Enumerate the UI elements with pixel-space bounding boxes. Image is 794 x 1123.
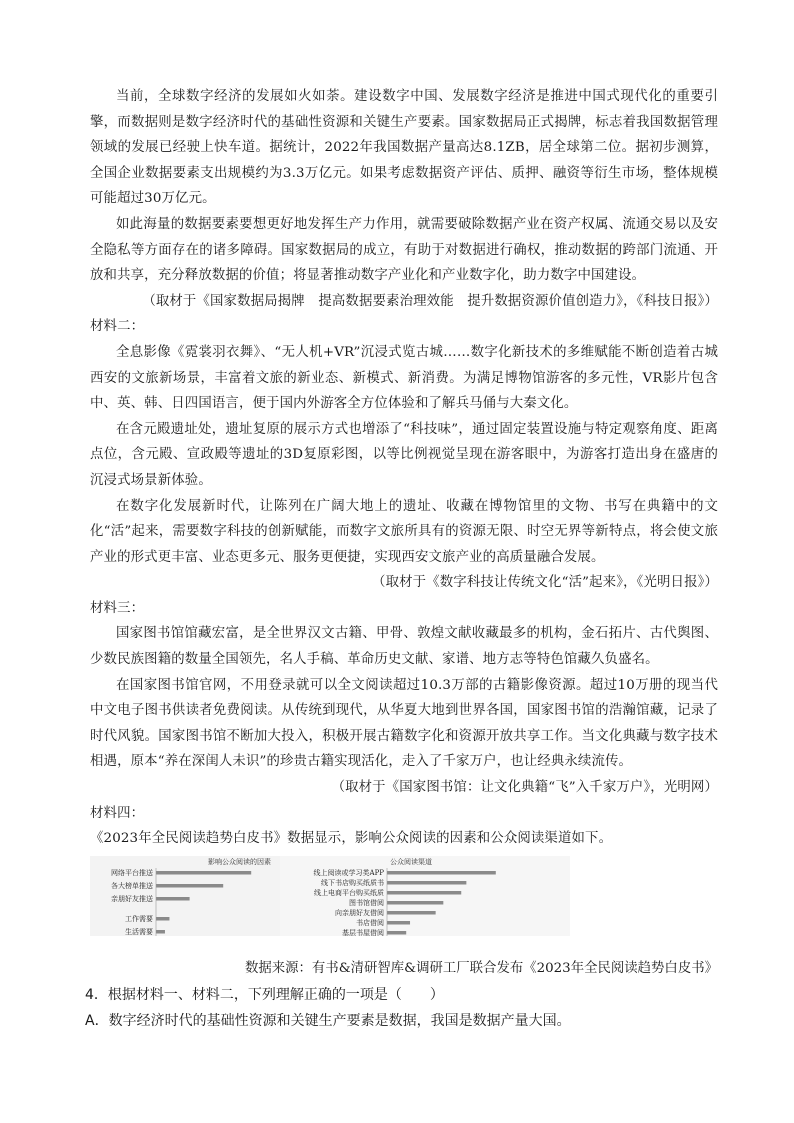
- material2-paragraph-2: 在含元殿遗址处，遗址复原的展示方式也增添了“科技味”，通过固定装置设施与特定观察角度、距离点位，含元殿、宣政殿等遗址的3D复原彩图，以等比例视觉呈现在游客眼中，为游客打造出身在盛唐的沉浸式场景新体验。: [90, 421, 718, 488]
- chart2-category-label: 线上电商平台购买纸质: [314, 888, 384, 897]
- chart1-category-label: 各大榜单推送: [111, 881, 153, 890]
- material4-intro: 《2023年全民阅读趋势白皮书》数据显示，影响公众阅读的因素和公众阅读渠道如下。: [90, 831, 613, 847]
- chart1-category-label: 工作需要: [125, 914, 153, 923]
- chart2-bar: [387, 901, 443, 905]
- material3-label: 材料三：: [90, 600, 145, 616]
- chart1-title: 影响公众阅读的因素: [208, 857, 271, 866]
- chart1-category-label: 生活需要: [125, 927, 153, 936]
- question-4-option-a: A．数字经济时代的基础性资源和关键生产要素是数据，我国是数据产量大国。: [85, 1012, 571, 1029]
- chart2-bar: [387, 871, 496, 875]
- question-4-stem: 4．根据材料一、材料二，下列理解正确的一项是（ ）: [85, 986, 444, 1003]
- chart1-bar: [156, 897, 190, 901]
- material3-source: （取材于《国家图书馆：让文化典籍“飞”入千家万户》，光明网）: [331, 780, 718, 796]
- material2-label: 材料二：: [90, 319, 145, 335]
- reading-survey-figure: [90, 856, 570, 956]
- material1-paragraph-2: 如此海量的数据要素要想更好地发挥生产力作用，就需要破除数据产业在资产权属、流通交易以及安全隐私等方面存在的诸多障碍。国家数据局的成立，有助于对数据进行确权，推动数据的跨部门流通、开放和共享，充分释放数据的价值；将显著推动数字产业化和产业数字化，助力数字中国建设。: [90, 216, 718, 284]
- chart1-bar: [156, 884, 223, 888]
- material2-source: （取材于《数字科技让传统文化“活”起来》，《光明日报》）: [372, 575, 718, 591]
- material2-paragraph-1: 全息影像《霓裳羽衣舞》、“无人机+VR”沉浸式览古城……数字化新技术的多维赋能不断创造着古城西安的文旅新场景，丰富着文旅的新业态、新模式、新消费。为满足博物馆游客的多元性，VR影片包含中、英、韩、日四国语言，便于国内外游客全方位体验和了解兵马俑与大秦文化。: [90, 344, 718, 412]
- chart1-bar: [156, 930, 165, 934]
- chart1-category-label: 亲朋好友推送: [111, 894, 153, 903]
- material3-paragraph-2: 在国家图书馆官网，不用登录就可以全文阅读超过10.3万部的古籍影像资源。超过10万册的现当代中文电子图书供读者免费阅读。从传统到现代，从华夏大地到世界各国，国家图书馆的浩瀚馆藏，记录了时代风貌。国家图书馆不断加大投入，积极开展古籍数字化和资源开放共享工作。当文化典藏与数字技术相遇，原本“养在深闺人未识”的珍贵古籍实现活化，走入了千家万户，也让经典永续流传。: [90, 677, 718, 770]
- material3-paragraph-1: 国家图书馆馆藏宏富，是全世界汉文古籍、甲骨、敦煌文献收藏最多的机构，金石拓片、古代舆图、少数民族图籍的数量全国领先，名人手稿、革命历史文献、家谱、地方志等特色馆藏久负盛名。: [90, 626, 718, 668]
- chart1-bar: [156, 917, 169, 921]
- material2-paragraph-3: 在数字化发展新时代，让陈列在广阔大地上的遗址、收藏在博物馆里的文物、书写在典籍中的文化“活”起来，需要数字科技的创新赋能，而数字文旅所具有的资源无限、时空无界等新特点，将会使文旅产业的形式更丰富、业态更多元、服务更便捷，实现西安文旅产业的高质量融合发展。: [90, 498, 718, 565]
- chart2-bar: [387, 881, 466, 885]
- chart2-category-label: 向亲朋好友借阅: [335, 908, 384, 917]
- material1-paragraph-1: 当前，全球数字经济的发展如火如荼。建设数字中国、发展数字经济是推进中国式现代化的重要引擎，而数据则是数字经济时代的基础性资源和关键生产要素。国家数据局正式揭牌，标志着我国数据管理领域的发展已经驶上快车道。据统计，2022年我国数据产量高达8.1ZB，居全球第二位。据初步测算，全国企业数据要素支出规模约为3.3万亿元。如果考虑数据资产评估、质押、融资等衍生市场，整体规模可能超过30万亿元。: [90, 89, 718, 207]
- material4-data-source: 数据来源：有书&清研智库&调研工厂联合发布《2023年全民阅读趋势白皮书》: [244, 960, 718, 976]
- chart2-bar: [387, 891, 461, 895]
- material1-source: （取材于《国家数据局揭牌 提高数据要素治理效能 提升数据资源价值创造力》，《科技日报》）: [142, 293, 718, 309]
- material4-label: 材料四：: [90, 805, 145, 821]
- chart2-category-label: 线上阅读或学习类APP: [313, 868, 384, 877]
- reading-survey-chart: [90, 856, 570, 956]
- chart2-category-label: 图书馆借阅: [349, 898, 384, 907]
- chart2-category-label: 线下书店购买纸质书: [321, 878, 384, 887]
- document-body: [85, 84, 718, 1033]
- chart1-category-label: 网络平台推送: [111, 868, 153, 877]
- chart1-bar: [156, 871, 251, 875]
- chart2-category-label: 书店借阅: [356, 918, 384, 927]
- chart2-bar: [387, 931, 406, 935]
- chart2-title: 公众阅读渠道: [390, 857, 432, 866]
- chart2-bar: [387, 911, 436, 915]
- chart2-category-label: 基层书屋借阅: [342, 928, 384, 937]
- chart2-bar: [387, 921, 410, 925]
